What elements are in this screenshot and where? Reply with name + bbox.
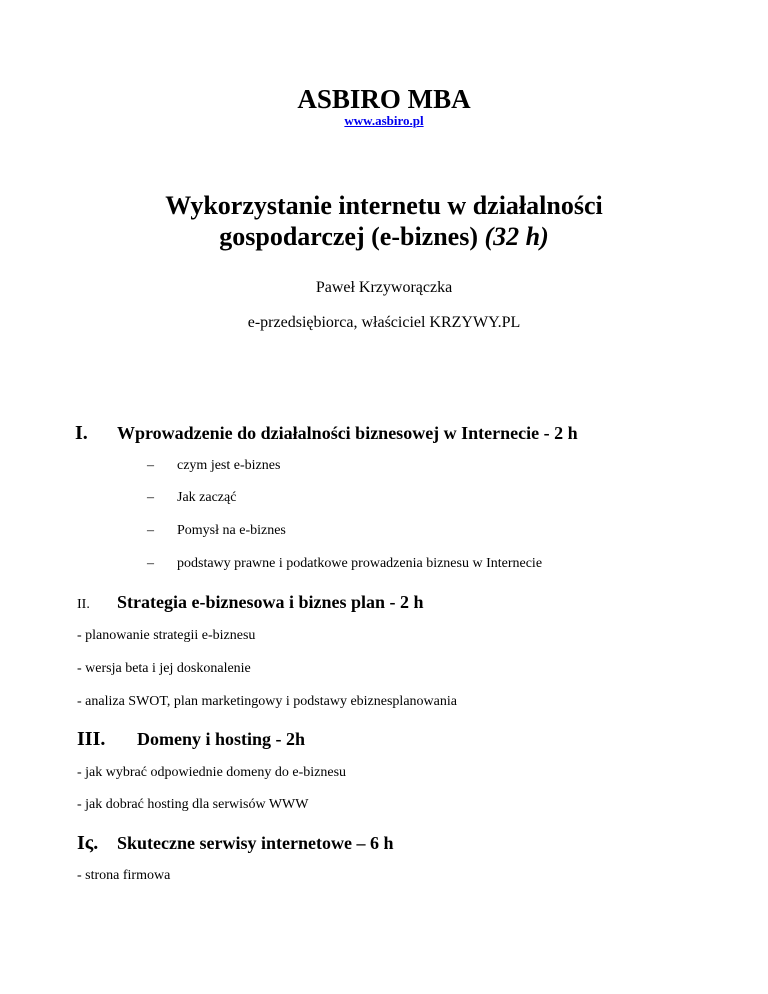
section-2-title: Strategia e-biznesowa i biznes plan - 2 h: [117, 592, 424, 612]
course-title-line1: Wykorzystanie internetu w działalności: [165, 191, 603, 220]
section-4-number: Iς.: [77, 832, 99, 854]
section-3-heading: [77, 728, 305, 751]
website-link-line: [0, 113, 768, 129]
section-4-heading: [77, 832, 393, 855]
author-role: e-przedsiębiorca, właściciel KRZYWY.PL: [247, 314, 521, 331]
list-item: – czym jest e-biznes: [147, 458, 281, 473]
course-title-line2: [0, 221, 768, 252]
dash-bullet: –: [147, 490, 154, 505]
website-link[interactable]: www.asbiro.pl: [344, 113, 424, 128]
list-item: - analiza SWOT, plan marketingowy i podstawy ebiznesplanowania: [77, 694, 457, 709]
dash-bullet: –: [147, 458, 154, 473]
section-1-title: Wprowadzenie do działalności biznesowej w Internecie - 2 h: [117, 423, 578, 443]
section-4-title: Skuteczne serwisy internetowe – 6 h: [117, 833, 394, 853]
list-item: – podstawy prawne i podatkowe prowadzenia biznesu w Internecie: [147, 556, 543, 571]
dash-bullet: –: [147, 556, 154, 571]
section-1-heading: [75, 422, 578, 445]
course-title-main: gospodarczej (e-biznes): [219, 222, 485, 251]
list-item: - jak dobrać hosting dla serwisów WWW: [77, 797, 309, 812]
section-3-title: Domeny i hosting - 2h: [137, 729, 306, 749]
list-item: - jak wybrać odpowiednie domeny do e-biznesu: [77, 765, 347, 780]
section-1-number: I.: [75, 422, 88, 444]
list-item: – Pomysł na e-biznes: [147, 523, 286, 538]
org-heading: ASBIRO MBA: [297, 84, 471, 114]
course-hours: (32 h): [484, 222, 549, 251]
list-item: – Jak zacząć: [147, 490, 237, 505]
list-item: - planowanie strategii e-biznesu: [77, 628, 256, 643]
list-item: - wersja beta i jej doskonalenie: [77, 661, 251, 676]
section-3-number: III.: [77, 728, 106, 750]
dash-bullet: –: [147, 523, 154, 538]
course-title: [0, 190, 768, 252]
author-name: Paweł Krzyworączka: [315, 279, 453, 296]
list-item: - strona firmowa: [77, 868, 171, 883]
section-2-heading: [77, 592, 424, 613]
section-2-number: II.: [77, 597, 90, 612]
